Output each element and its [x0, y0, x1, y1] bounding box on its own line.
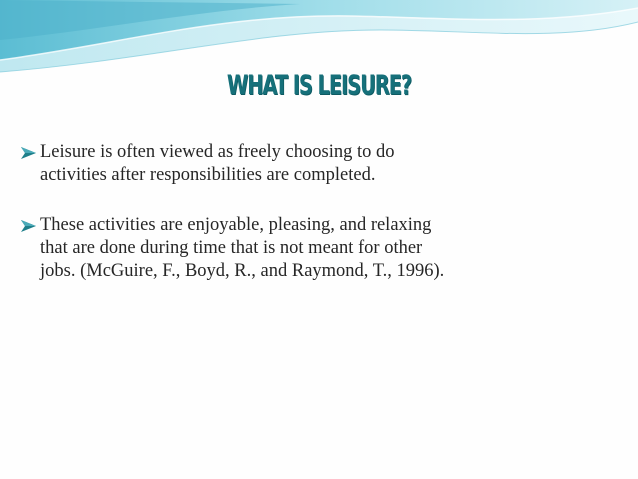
bullet-line: Leisure is often viewed as freely choosing to do: [40, 142, 395, 162]
arrow-check-bullet-icon: [20, 219, 37, 233]
bullet-item: [20, 141, 590, 187]
bullet-line: that are done during time that is not meant for other: [40, 238, 423, 258]
bullet-line: These activities are enjoyable, pleasing, and relaxing: [40, 215, 432, 235]
slide-title: WHAT IS LEISURE?: [226, 70, 412, 101]
bullet-list: [20, 141, 590, 310]
arrow-check-bullet-icon: [20, 146, 37, 160]
bullet-line: jobs. (McGuire, F., Boyd, R., and Raymond, T., 1996).: [40, 261, 445, 281]
bullet-item: [20, 214, 590, 283]
bullet-line: activities after responsibilities are completed.: [40, 165, 376, 185]
header-wave-decoration: [0, 0, 638, 80]
